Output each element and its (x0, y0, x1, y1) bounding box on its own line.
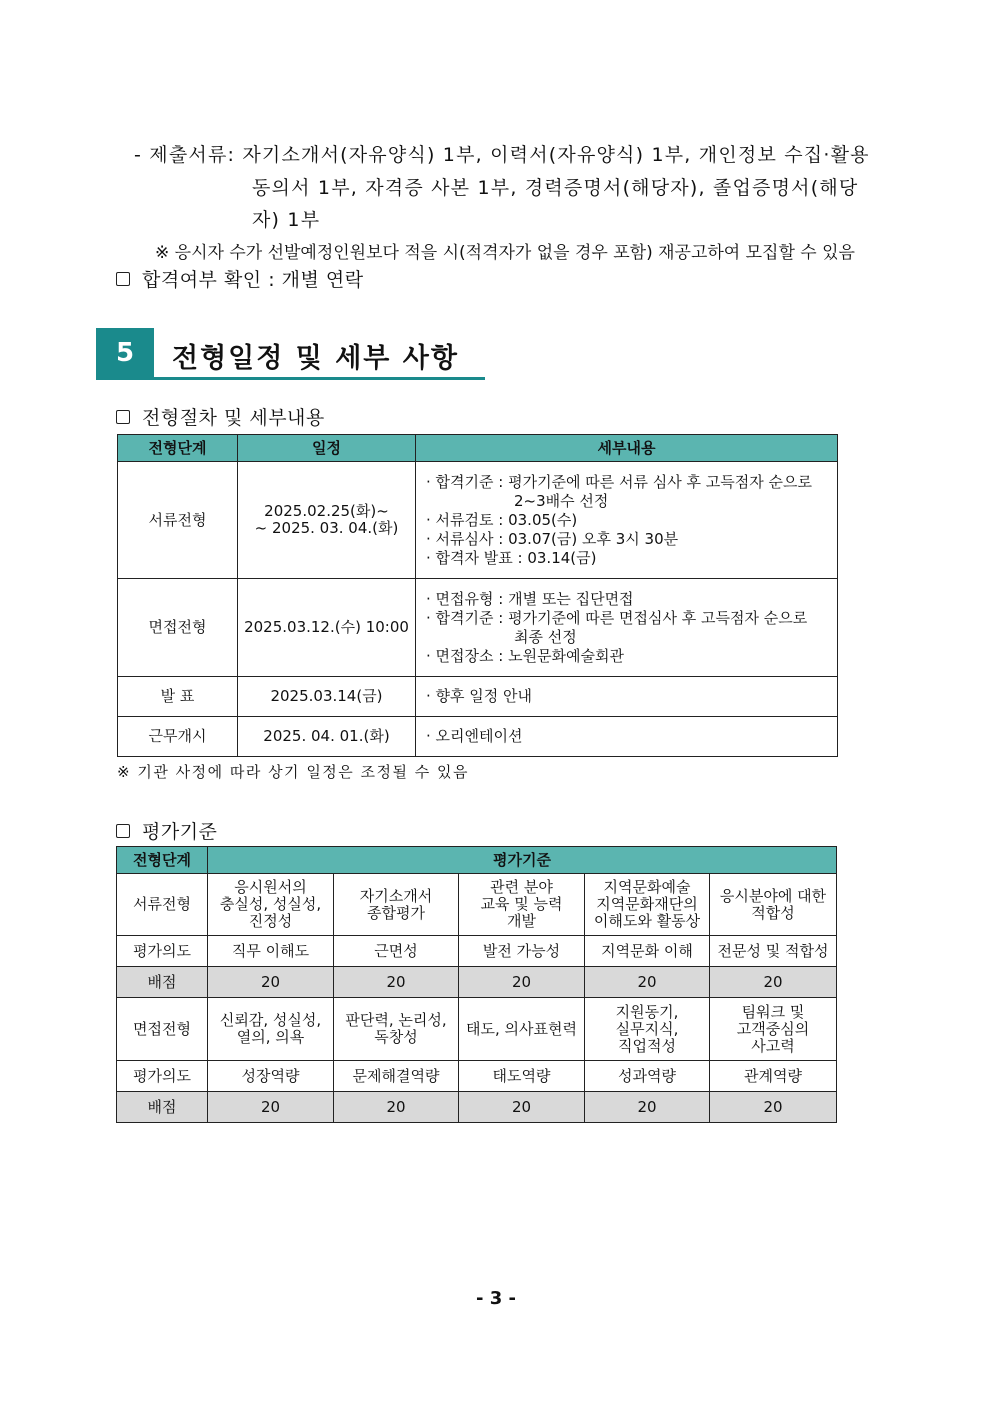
readvertise-note: ※ 응시자 수가 선발예정인원보다 적을 시(적격자가 없을 경우 포함) 재공고하여 모집할 수 있음 (155, 243, 855, 263)
cell-line: 교육 및 능력 (480, 895, 563, 913)
criteria-cell (208, 998, 334, 1061)
table-row (117, 967, 837, 998)
table-row (117, 936, 837, 967)
cell-line: 판단력, 논리성, (345, 1011, 447, 1029)
cell-line: 태도, 의사표현력 (466, 1019, 577, 1038)
column-header: 전형단계 (118, 435, 238, 462)
criteria-cell (459, 998, 585, 1061)
section-number: 5 (96, 328, 154, 378)
criteria-cell (334, 874, 459, 936)
score-label-cell: 배점 (117, 967, 208, 998)
detail-line: · 향후 일정 안내 (426, 687, 533, 705)
table-row (117, 1061, 837, 1092)
result-check (116, 265, 364, 292)
checkbox-icon (116, 824, 130, 838)
cell-line: 종합평가 (367, 903, 425, 922)
detail-cell (416, 677, 838, 717)
criteria-table (116, 846, 837, 1123)
cell-line: 지역문화재단의 (596, 895, 698, 913)
table-header-row (117, 847, 837, 874)
submit-docs-line-1: - 제출서류: 자기소개서(자유양식) 1부, 이력서(자유양식) 1부, 개인정보 수집·활용 (134, 144, 870, 166)
intent-cell: 직무 이해도 (208, 936, 334, 967)
date-cell: 2025.03.12.(수) 10:00 (238, 579, 416, 677)
date-cell: 2025. 04. 01.(화) (238, 717, 416, 757)
date-cell: 2025.03.14(금) (238, 677, 416, 717)
stage-cell: 서류전형 (117, 874, 208, 936)
cell-line: 팀워크 및 (741, 1002, 805, 1021)
intent-cell: 전문성 및 적합성 (710, 936, 837, 967)
detail-cell (416, 579, 838, 677)
detail-line: · 서류검토 : 03.05(수) (426, 510, 578, 529)
stage-cell: 면접전형 (117, 998, 208, 1061)
table-row (117, 874, 837, 936)
detail-line: · 합격기준 : 평가기준에 따른 서류 심사 후 고득점자 순으로 (426, 472, 813, 491)
detail-line: · 면접유형 : 개별 또는 집단면접 (426, 589, 634, 608)
schedule-heading-text: 전형절차 및 세부내용 (142, 407, 325, 429)
cell-line: 사고력 (751, 1036, 795, 1055)
criteria-cell (585, 874, 710, 936)
cell-line: 응시분야에 대한 (719, 886, 827, 905)
cell-line: 직업적성 (618, 1036, 676, 1055)
cell-line: 관련 분야 (490, 878, 553, 896)
score-cell: 20 (334, 967, 459, 998)
checkbox-icon (116, 410, 130, 424)
table-row (118, 579, 838, 677)
section-title: 전형일정 및 세부 사항 (172, 343, 459, 374)
cell-line: 지역문화예술 (603, 878, 691, 896)
cell-line: 독창성 (374, 1028, 418, 1046)
detail-line: · 합격자 발표 : 03.14(금) (426, 548, 597, 567)
column-header: 세부내용 (416, 435, 838, 462)
page-number: - 3 - (476, 1288, 516, 1309)
table-row (118, 717, 838, 757)
cell-line: 고객중심의 (736, 1019, 810, 1038)
table-row (117, 1092, 837, 1123)
stage-cell: 근무개시 (118, 717, 238, 757)
schedule-footnote: ※ 기관 사정에 따라 상기 일정은 조정될 수 있음 (117, 763, 470, 781)
cell-line: 진정성 (248, 912, 293, 930)
criteria-heading (116, 817, 217, 844)
intent-label-cell: 평가의도 (117, 936, 208, 967)
score-cell: 20 (334, 1092, 459, 1123)
cell-line: 개발 (507, 912, 536, 930)
cell-line: 적합성 (751, 903, 795, 922)
checkbox-icon (116, 272, 130, 286)
criteria-cell (710, 998, 837, 1061)
criteria-cell (334, 998, 459, 1061)
score-cell: 20 (710, 967, 837, 998)
date-line: ~ 2025. 03. 04.(화) (254, 519, 399, 537)
detail-line: · 서류심사 : 03.07(금) 오후 3시 30분 (426, 529, 679, 548)
result-check-text: 합격여부 확인 : 개별 연락 (142, 269, 364, 291)
intent-cell: 발전 가능성 (459, 936, 585, 967)
table-header-row (118, 435, 838, 462)
intent-cell: 지역문화 이해 (585, 936, 710, 967)
criteria-cell (585, 998, 710, 1061)
cell-line: 신뢰감, 성실성, (219, 1011, 322, 1029)
score-cell: 20 (585, 967, 710, 998)
stage-cell: 발 표 (118, 677, 238, 717)
score-cell: 20 (208, 967, 334, 998)
criteria-cell (710, 874, 837, 936)
column-header: 전형단계 (117, 847, 208, 874)
intent-cell: 성장역량 (208, 1061, 334, 1092)
schedule-table (117, 434, 838, 757)
stage-cell: 면접전형 (118, 579, 238, 677)
score-label-cell: 배점 (117, 1092, 208, 1123)
cell-line: 이해도와 활동상 (593, 912, 701, 930)
cell-line: 지원동기, (615, 1002, 679, 1021)
submit-docs-line-2: 동의서 1부, 자격증 사본 1부, 경력증명서(해당자), 졸업증명서(해당 (252, 177, 859, 199)
cell-line: 충실성, 성실성, (219, 895, 322, 913)
stage-cell: 서류전형 (118, 462, 238, 579)
intent-cell: 문제해결역량 (334, 1061, 459, 1092)
date-line: 2025.02.25(화)~ (264, 502, 389, 520)
column-header: 일정 (238, 435, 416, 462)
detail-line: · 합격기준 : 평가기준에 따른 면접심사 후 고득점자 순으로 (426, 608, 808, 627)
score-cell: 20 (585, 1092, 710, 1123)
section-heading (96, 328, 486, 380)
criteria-cell (459, 874, 585, 936)
detail-line: 최종 선정 (514, 627, 577, 646)
criteria-heading-text: 평가기준 (142, 821, 218, 843)
section-rule (96, 377, 485, 380)
intent-cell: 성과역량 (585, 1061, 710, 1092)
detail-line: 2~3배수 선정 (514, 491, 609, 510)
column-header: 평가기준 (208, 847, 837, 874)
score-cell: 20 (710, 1092, 837, 1123)
table-row (118, 462, 838, 579)
detail-line: · 면접장소 : 노원문화예술회관 (426, 646, 625, 665)
cell-line: 자기소개서 (359, 886, 433, 905)
score-cell: 20 (459, 1092, 585, 1123)
criteria-cell (208, 874, 334, 936)
cell-line: 실무지식, (615, 1019, 679, 1038)
intent-cell: 근면성 (334, 936, 459, 967)
schedule-heading (116, 403, 325, 430)
detail-cell (416, 717, 838, 757)
intent-cell: 관계역량 (710, 1061, 837, 1092)
intent-cell: 태도역량 (459, 1061, 585, 1092)
intent-label-cell: 평가의도 (117, 1061, 208, 1092)
score-cell: 20 (208, 1092, 334, 1123)
detail-line: · 오리엔테이션 (426, 727, 523, 745)
submit-docs-line-3: 자) 1부 (252, 209, 321, 231)
cell-line: 응시원서의 (234, 878, 307, 896)
cell-line: 열의, 의욕 (236, 1028, 305, 1046)
detail-cell (416, 462, 838, 579)
score-cell: 20 (459, 967, 585, 998)
table-row (118, 677, 838, 717)
date-cell (238, 462, 416, 579)
table-row (117, 998, 837, 1061)
